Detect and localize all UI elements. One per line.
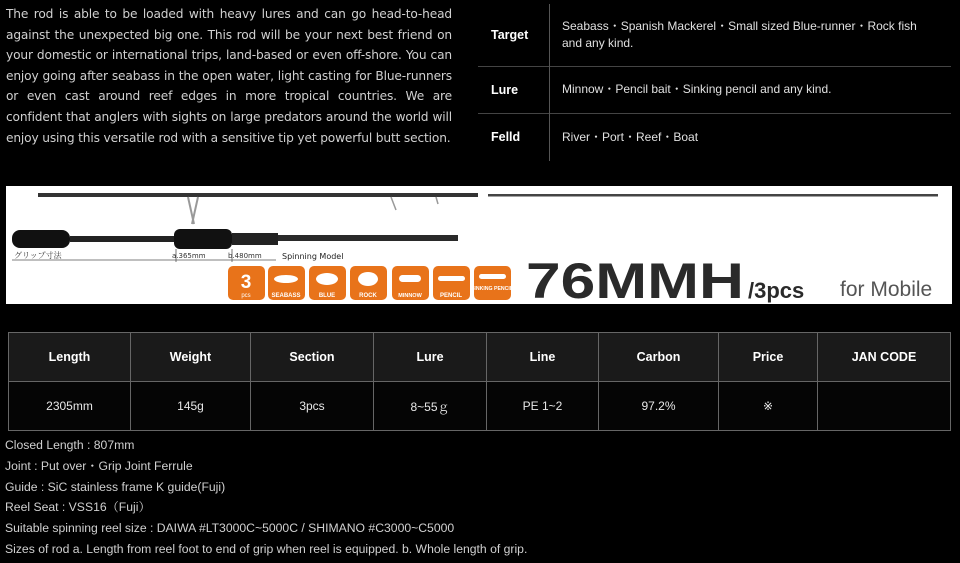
spec-section: 3pcs — [251, 382, 374, 431]
note-closed-length: Closed Length : 807mm — [5, 438, 135, 452]
spec-length: 2305mm — [9, 382, 131, 431]
product-banner — [6, 186, 952, 304]
rod-guide — [192, 197, 198, 224]
note-guide: Guide : SiC stainless frame K guide(Fuji) — [5, 479, 226, 494]
pencil-icon-label: PENCIL — [439, 293, 463, 299]
feature-label: Felld — [478, 113, 550, 161]
spec-header-weight: Weight — [131, 333, 251, 382]
model-pieces: /3pcs — [748, 278, 805, 303]
seabass-icon-label: SEABASS — [271, 293, 301, 299]
model-name: 76MMH — [526, 253, 744, 304]
spec-header-lure: Lure — [374, 333, 487, 382]
spec-header-line: Line — [487, 333, 599, 382]
blue-icon-label: BLUE — [318, 293, 336, 299]
spec-header-length: Length — [9, 333, 131, 382]
feature-row-lure — [478, 66, 951, 113]
rod-grip — [12, 230, 70, 248]
spec-header-jan-code: JAN CODE — [818, 333, 951, 382]
note-reel-size: Suitable spinning reel size : DAIWA #LT3000C~5000C / SHIMANO #C3000~C5000 — [5, 521, 455, 536]
minnow-icon-label: MINNOW — [398, 293, 422, 299]
target-icon-rock — [350, 266, 387, 300]
spec-weight: 145g — [131, 382, 251, 431]
spec-notes — [5, 435, 527, 560]
sinking-pencil-icon-label: SINKING PENCIL — [470, 286, 514, 292]
rod-grip-fore — [232, 233, 278, 245]
rod-guide — [436, 197, 438, 204]
feature-table — [478, 4, 951, 161]
target-icon-seabass — [268, 266, 305, 300]
feature-value: Minnow・Pencil bait・Sinking pencil and any kind. — [550, 66, 952, 113]
lure-icon-minnow — [392, 266, 429, 300]
lure-icon-sinking-pencil — [471, 266, 514, 300]
rod-section-upper — [38, 193, 478, 197]
model-subtitle: for Mobile — [840, 278, 933, 301]
spec-table — [8, 332, 951, 431]
rod-tip-section — [488, 194, 938, 197]
feature-value: Seabass・Spanish Mackerel・Small sized Blue-runner・Rock fish and any kind. — [562, 18, 917, 50]
spec-jan-code — [818, 382, 951, 431]
pieces-unit: pcs — [241, 293, 251, 299]
lure-icon-pencil — [433, 266, 470, 300]
rod-guide — [391, 197, 396, 210]
reel-seat — [174, 229, 232, 249]
spec-header-section: Section — [251, 333, 374, 382]
note-rod-sizes: Sizes of rod a. Length from reel foot to end of grip when reel is equipped. b. Whole length of grip. — [5, 541, 528, 556]
note-joint: Joint : Put over・Grip Joint Ferrule — [5, 458, 193, 473]
note-reel-seat: Reel Seat : VSS16（Fuji） — [5, 500, 151, 515]
feature-value: River・Port・Reef・Boat — [550, 113, 952, 161]
spec-data-row — [9, 382, 951, 431]
spec-lure: 8~55ｇ — [374, 382, 487, 431]
spec-header-carbon: Carbon — [599, 333, 719, 382]
dimension-a-label: a.365mm — [172, 252, 206, 260]
rock-icon-label: ROCK — [359, 293, 377, 299]
rod-blank — [278, 235, 458, 241]
spec-carbon: 97.2% — [599, 382, 719, 431]
feature-label: Target — [478, 4, 550, 66]
spec-header-row — [9, 333, 951, 382]
rod-illustration — [6, 186, 952, 304]
target-icon-blue — [309, 266, 346, 300]
dimension-b-label: b.480mm — [228, 252, 262, 260]
spec-price: ※ — [719, 382, 818, 431]
model-type-label: Spinning Model — [282, 252, 344, 261]
intro-paragraph: The rod is able to be loaded with heavy lures and can go head-to-head against the unexpected big one. This rod will be your next best friend on your domestic or international trips, land-based or even off-shore. You can enjoy going after seabass in the open water, light casting for Blue-runners or even cast around reef edges in more tropical countries. We are confident that anglers with sights on large predators around the world will enjoy using this versatile rod with a sensitive tip yet powerful butt section. — [6, 7, 452, 145]
feature-label: Lure — [478, 66, 550, 113]
pieces-number: 3 — [240, 272, 252, 293]
grip-dimension-label: グリップ寸法 — [14, 251, 62, 260]
spec-header-price: Price — [719, 333, 818, 382]
feature-row-target — [478, 4, 951, 66]
feature-row-field — [478, 113, 951, 161]
rod-blank — [70, 236, 178, 242]
spec-line: PE 1~2 — [487, 382, 599, 431]
